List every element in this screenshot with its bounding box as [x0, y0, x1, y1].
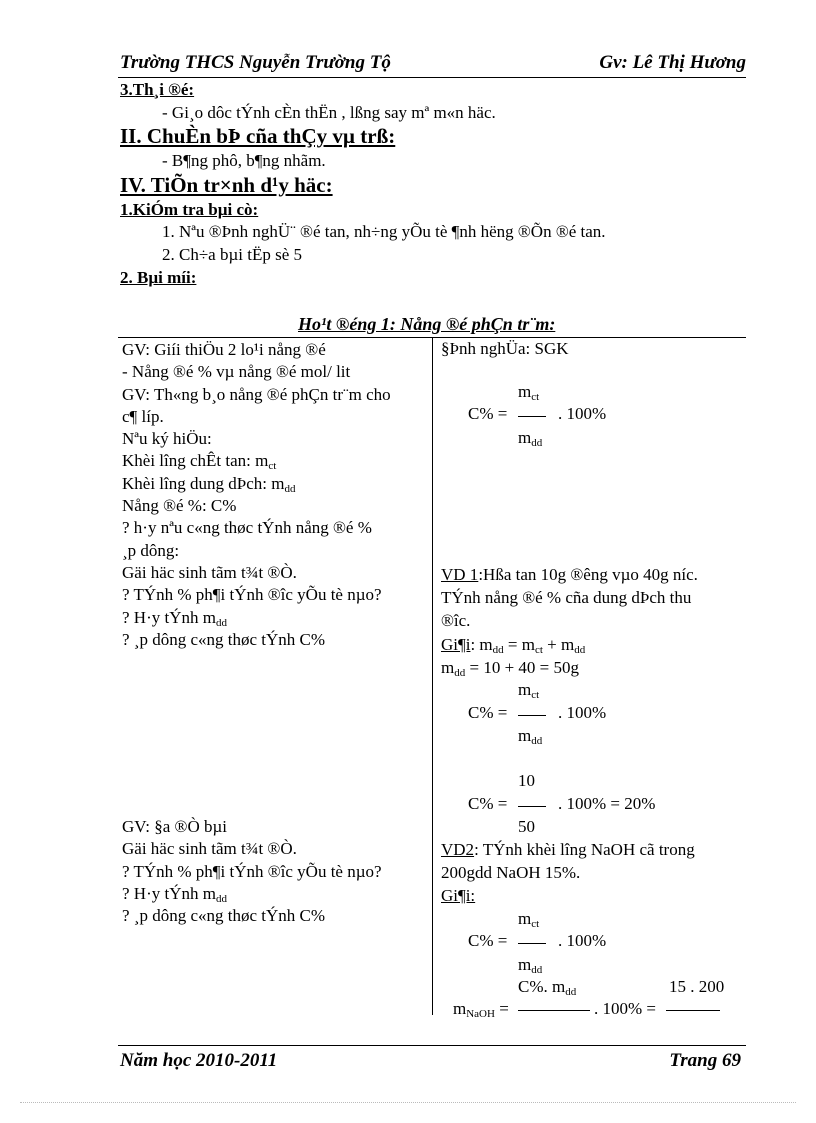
check-heading: 1.KiÓm tra bµi cò: — [120, 200, 259, 219]
prep-line: - B¶ng phô, b¶ng nhãm. — [162, 151, 326, 170]
value-numerator: 10 — [518, 771, 535, 790]
formula-numerator: $m_{ct}$ — [518, 382, 540, 403]
process-heading: IV. TiÕn tr×nh d¹y häc: — [120, 173, 333, 197]
formula-denominator: $m_{dd}$ — [518, 955, 543, 976]
example-1-line-2: TÝnh nång ®é % cña dung dÞch thu — [441, 588, 692, 607]
formula-lhs: C% = — [468, 703, 508, 722]
left-line: Khèi lîng dung dÞch: $m_{dd}$ — [122, 473, 296, 495]
solution-2-label: Gi¶i: — [441, 886, 476, 905]
footer-page-number: Trang 69 — [669, 1050, 741, 1071]
naoh-value-numerator: 15 . 200 — [669, 977, 725, 996]
page-bottom-dotted-rule — [20, 1102, 796, 1103]
formula-lhs: C% = — [468, 794, 508, 813]
header-rule — [118, 77, 746, 78]
check-question-2: 2. Ch÷a bµi tËp sè 5 — [162, 245, 303, 264]
left-line: ? H·y tÝnh $m_{dd}$ — [122, 883, 227, 905]
left-line: ? TÝnh % ph¶i tÝnh ®îc yÕu tè nµo? — [122, 861, 382, 881]
activity-title: Ho¹t ®éng 1: Nång ®é phÇn tr¨m: — [298, 314, 556, 334]
left-line: ¸p dông: — [122, 540, 180, 560]
left-line: Khèi lîng chÊt tan: $m_{ct}$ — [122, 451, 277, 473]
formula-times: . 100% — [558, 703, 607, 722]
left-line: GV: §a ®Ò bµi — [122, 817, 228, 836]
footer-year: Năm học 2010-2011 — [120, 1050, 278, 1071]
result-text: . 100% = 20% — [558, 794, 656, 813]
fraction-bar — [518, 1010, 590, 1011]
left-line: Gäi häc sinh tãm t¾t ®Ò. — [122, 839, 297, 859]
formula-denominator: $m_{dd}$ — [518, 726, 543, 747]
naoh-times: . 100% = — [594, 999, 656, 1018]
formula-lhs: C% = — [468, 404, 508, 423]
formula-lhs: C% = — [468, 931, 508, 950]
left-line: GV: Giíi thiÖu 2 lo¹i nång ®é — [122, 340, 326, 359]
left-line: ? ¸p dông c«ng thøc tÝnh C% — [122, 906, 326, 926]
formula-times: . 100% — [558, 404, 607, 423]
check-question-1: 1. Nªu ®Þnh nghÜ¨ ®é tan, nh÷ng yÕu tè ¶nh hëng ®Õn ®é tan. — [162, 222, 606, 241]
left-line: Gäi häc sinh tãm t¾t ®Ò. — [122, 562, 297, 582]
header-school: Trường THCS Nguyễn Trường Tộ — [120, 52, 391, 73]
left-line: - Nång ®é % vµ nång ®é mol/ lit — [122, 362, 351, 382]
example-2-line-2: 200gdd NaOH 15%. — [441, 863, 581, 882]
left-line: ? H·y tÝnh $m_{dd}$ — [122, 607, 227, 629]
attitude-heading: 3.Th¸i ®é: — [120, 80, 195, 99]
attitude-line: - Gi¸o dôc tÝnh cÈn thËn , lßng say mª m«n häc. — [162, 103, 496, 122]
left-line: ? h·y nªu c«ng thøc tÝnh nång ®é % — [122, 518, 372, 538]
new-lesson-heading: 2. Bµi míi: — [120, 268, 197, 287]
solution-1-line-2: $m_{dd} = 10 + 40 = 50g$ — [441, 658, 579, 679]
formula-times: . 100% — [558, 931, 607, 950]
left-line: ? TÝnh % ph¶i tÝnh ®îc yÕu tè nµo? — [122, 585, 382, 605]
value-denominator: 50 — [518, 817, 535, 836]
table-divider — [432, 337, 433, 1015]
left-line: ? ¸p dông c«ng thøc tÝnh C% — [122, 629, 326, 649]
footer-rule — [118, 1045, 746, 1046]
left-line: Nång ®é %: C% — [122, 496, 237, 516]
definition-text: §Þnh nghÜa: SGK — [441, 339, 569, 358]
header-teacher: Gv: Lê Thị Hương — [599, 52, 746, 73]
left-column — [122, 339, 391, 651]
example-1-line-1: VD 1:Hßa tan 10g ®êng vµo 40g níc. — [441, 565, 698, 584]
naoh-lhs: $m_{NaOH}$ = — [453, 999, 509, 1020]
fraction-bar — [518, 806, 546, 807]
example-2-line-1: VD2: TÝnh khèi lîng NaOH cã trong — [441, 840, 695, 859]
fraction-bar — [518, 416, 546, 417]
solution-1-line-1: Gi¶i: $m_{dd} = m_{ct} + m_{dd}$ — [441, 635, 586, 656]
formula-denominator: $m_{dd}$ — [518, 428, 543, 449]
fraction-bar — [666, 1010, 720, 1011]
fraction-bar — [518, 943, 546, 944]
left-line: Nªu ký hiÖu: — [122, 429, 212, 449]
formula-numerator: $m_{ct}$ — [518, 680, 540, 701]
naoh-numerator: C%. $m_{dd}$ — [518, 977, 577, 998]
example-1-line-3: ®îc. — [441, 611, 471, 630]
left-line: c¶ líp. — [122, 406, 164, 426]
fraction-bar — [518, 715, 546, 716]
prep-heading: II. ChuÈn bÞ cña thÇy vµ trß: — [120, 124, 396, 148]
formula-numerator: $m_{ct}$ — [518, 909, 540, 930]
left-column-2 — [122, 816, 382, 927]
left-line: GV: Th«ng b¸o nång ®é phÇn tr¨m cho — [122, 384, 391, 404]
